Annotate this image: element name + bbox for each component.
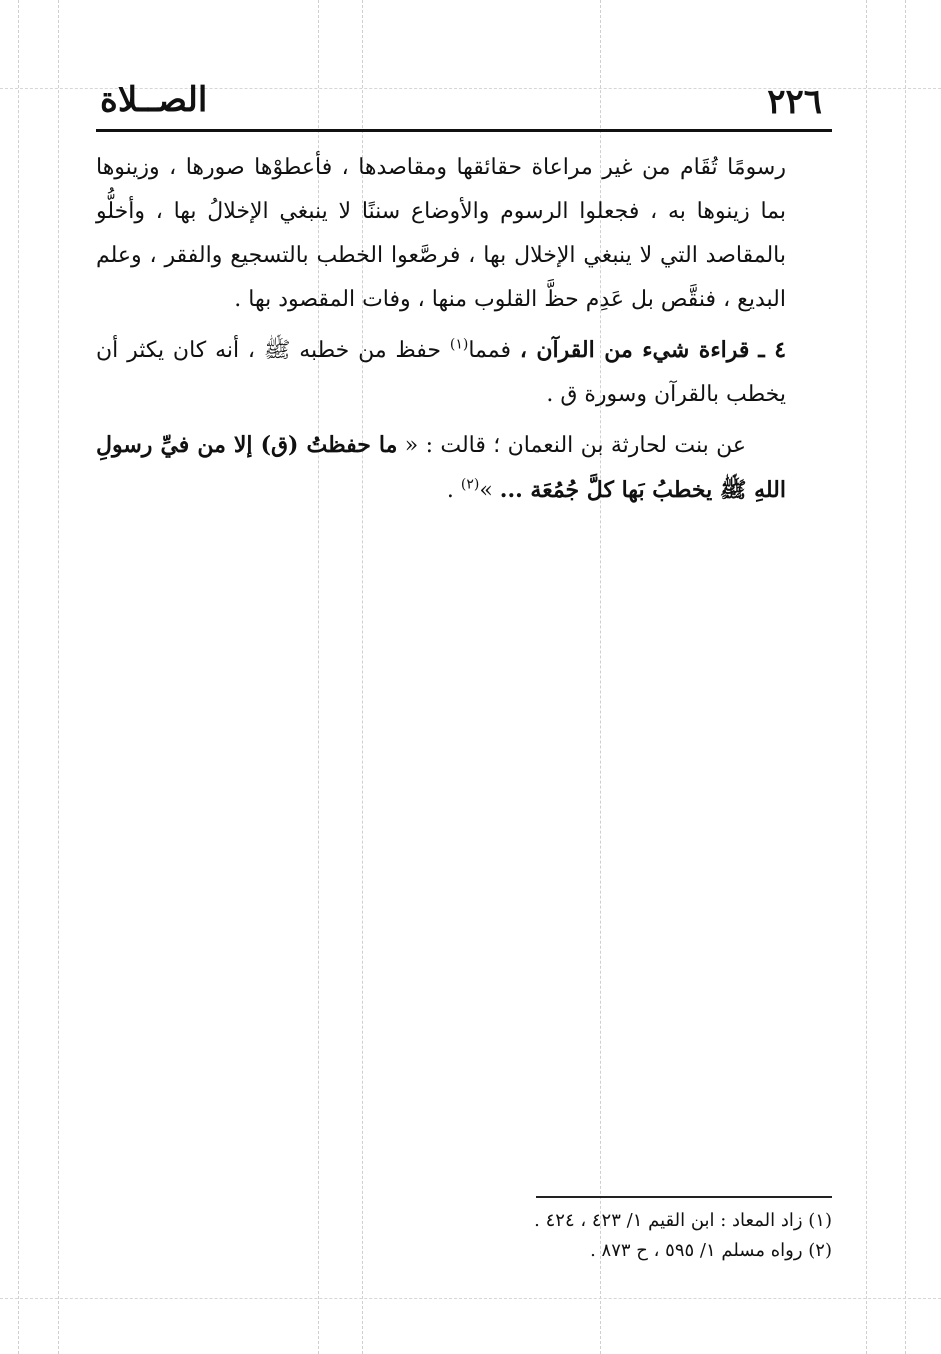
page-header	[96, 78, 832, 128]
item-heading: قراءة شيء من القرآن ،	[519, 337, 750, 363]
footnote: (١) زاد المعاد : ابن القيم ١/ ٤٢٣ ، ٤٢٤ .	[534, 1210, 832, 1231]
paragraph: رسومًا تُقَام من غير مراعاة حقائقها ومقاصدها ، فأعطوْها صورها ، وزينوها بما زينوها به ، فجعلوا الرسوم والأوضاع سننًا لا ينبغي الإخلالُ بها ، وأخلُّو بالمقاصد التي لا ينبغي الإخلال بها ، فرصَّعوا الخطب بالتسجيع والفقر ، وعلم البديع ، فنقَّص بل عَدِم حظَّ القلوب منها ، وفات المقصود بها .	[96, 155, 786, 312]
guide-line	[905, 0, 906, 1354]
item-number: ٤ ـ	[758, 337, 787, 363]
item-text: حفظ من خطبه ﷺ ، أنه كان يكثر أن يخطب بالقرآن وسورة ق .	[96, 338, 786, 407]
guide-line	[18, 0, 19, 1354]
footnote: (٢) رواه مسلم ١/ ٥٩٥ ، ح ٨٧٣ .	[590, 1240, 832, 1261]
guide-line	[866, 0, 867, 1354]
guide-line	[58, 0, 59, 1354]
hadith-paragraph	[96, 423, 786, 513]
footnote-ref: (٢)	[460, 476, 480, 493]
running-title: الصــلاة	[100, 80, 208, 120]
header-rule	[96, 129, 832, 132]
footnote-ref: (١)	[449, 336, 469, 353]
guide-line	[0, 1298, 941, 1299]
footnotes	[96, 1206, 832, 1266]
page-number: ٢٢٦	[767, 82, 822, 122]
list-item-4	[96, 328, 786, 417]
quote-close: »	[479, 478, 493, 503]
hadith-quote: ما حفظتُ (ق) إلا من فيِّ رسولِ اللهِ ﷺ يخطبُ بَها كلَّ جُمُعَة ...	[96, 432, 786, 503]
footnote-rule	[536, 1196, 832, 1198]
hadith-intro: عن بنت لحارثة بن النعمان ؛ قالت : «	[404, 433, 746, 458]
main-text	[96, 146, 786, 513]
sentence-end: .	[446, 478, 454, 503]
item-text: فمما	[468, 338, 511, 363]
